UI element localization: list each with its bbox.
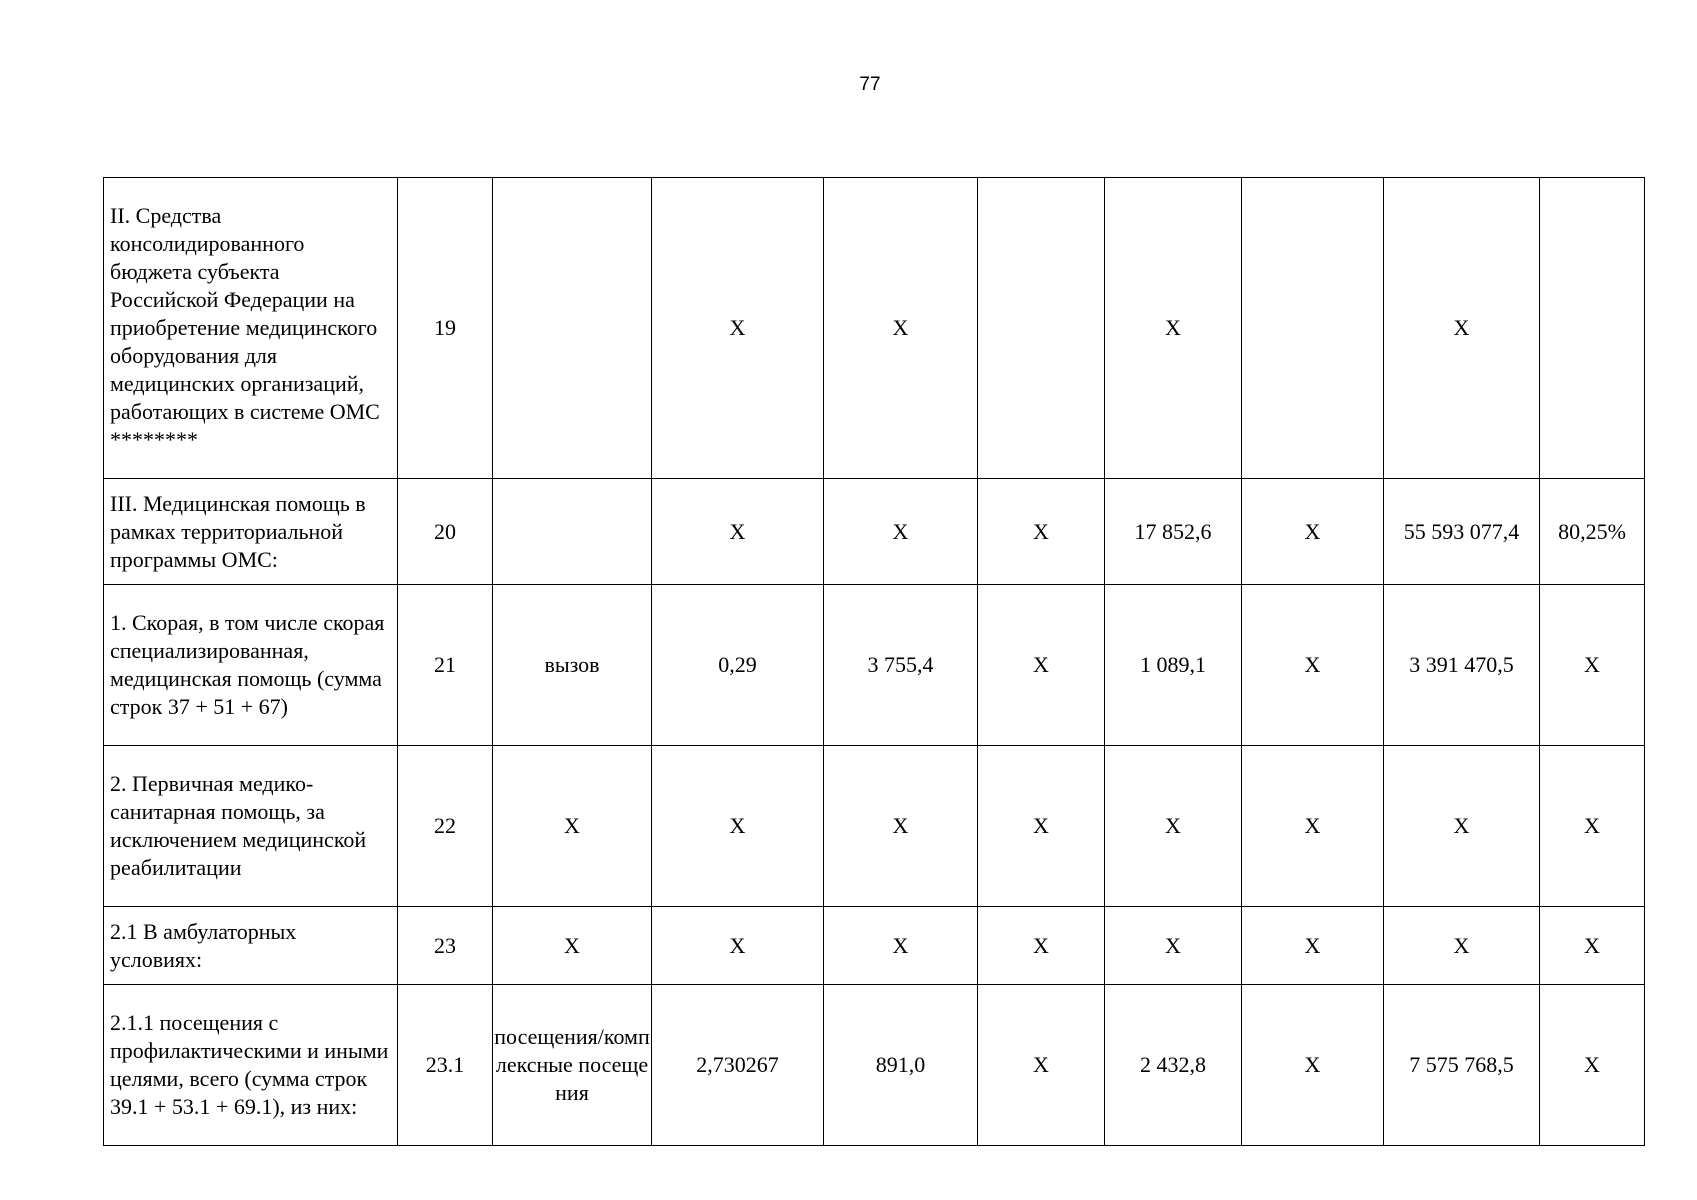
unit-cell: вызов [493,585,652,746]
value-cell [1242,178,1384,479]
value-cell: X [824,479,978,585]
value-cell [1540,178,1645,479]
unit-cell [493,479,652,585]
value-cell: X [1242,746,1384,907]
row-name-cell: 2. Первичная медико-санитарная помощь, за исключением медицинской реабилитации [104,746,398,907]
value-cell: 80,25% [1540,479,1645,585]
value-cell: 7 575 768,5 [1384,985,1540,1146]
row-number-cell: 21 [398,585,493,746]
value-cell: X [1540,746,1645,907]
table-row [104,178,1645,479]
value-cell: X [1384,178,1540,479]
row-number-cell: 20 [398,479,493,585]
row-name-cell: III. Медицинская помощь в рамках территориальной программы ОМС: [104,479,398,585]
value-cell: X [1105,907,1242,985]
value-cell: X [652,907,824,985]
value-cell: X [1105,746,1242,907]
value-cell: X [824,907,978,985]
value-cell: X [1540,907,1645,985]
unit-cell: посещения/комплексные посещения [493,985,652,1146]
row-number-cell: 19 [398,178,493,479]
value-cell: X [978,985,1105,1146]
value-cell: 3 755,4 [824,585,978,746]
value-cell: 1 089,1 [1105,585,1242,746]
value-cell: X [978,585,1105,746]
value-cell: X [1384,907,1540,985]
row-number-cell: 22 [398,746,493,907]
value-cell: X [1242,479,1384,585]
page-number: 77 [859,74,881,95]
value-cell: X [824,746,978,907]
value-cell: X [824,178,978,479]
value-cell: X [1384,746,1540,907]
table-row [104,585,1645,746]
value-cell: X [1540,585,1645,746]
unit-cell: X [493,746,652,907]
table-row [104,746,1645,907]
value-cell: X [1242,985,1384,1146]
value-cell: 0,29 [652,585,824,746]
financing-table [103,177,1645,1146]
table-row [104,907,1645,985]
value-cell: X [652,178,824,479]
value-cell: X [1242,585,1384,746]
value-cell: 55 593 077,4 [1384,479,1540,585]
row-name-cell: 2.1 В амбулаторных условиях: [104,907,398,985]
value-cell: 2 432,8 [1105,985,1242,1146]
value-cell: X [978,746,1105,907]
value-cell: X [978,907,1105,985]
unit-cell [493,178,652,479]
table-row [104,985,1645,1146]
row-number-cell: 23.1 [398,985,493,1146]
value-cell: X [1105,178,1242,479]
value-cell [978,178,1105,479]
row-name-cell: 1. Скорая, в том числе скорая специализированная, медицинская помощь (сумма строк 37 + 51 + 67) [104,585,398,746]
value-cell: X [652,746,824,907]
value-cell: 3 391 470,5 [1384,585,1540,746]
value-cell: 891,0 [824,985,978,1146]
value-cell: X [1242,907,1384,985]
value-cell: 17 852,6 [1105,479,1242,585]
value-cell: X [1540,985,1645,1146]
value-cell: X [652,479,824,585]
row-name-cell: II. Средства консолидированного бюджета субъекта Российской Федерации на приобретение медицинского оборудования для медицинских организаций, работающих в системе ОМС ******** [104,178,398,479]
table-row [104,479,1645,585]
unit-cell: X [493,907,652,985]
row-number-cell: 23 [398,907,493,985]
row-name-cell: 2.1.1 посещения с профилактическими и иными целями, всего (сумма строк 39.1 + 53.1 + 69.1), из них: [104,985,398,1146]
value-cell: 2,730267 [652,985,824,1146]
value-cell: X [978,479,1105,585]
